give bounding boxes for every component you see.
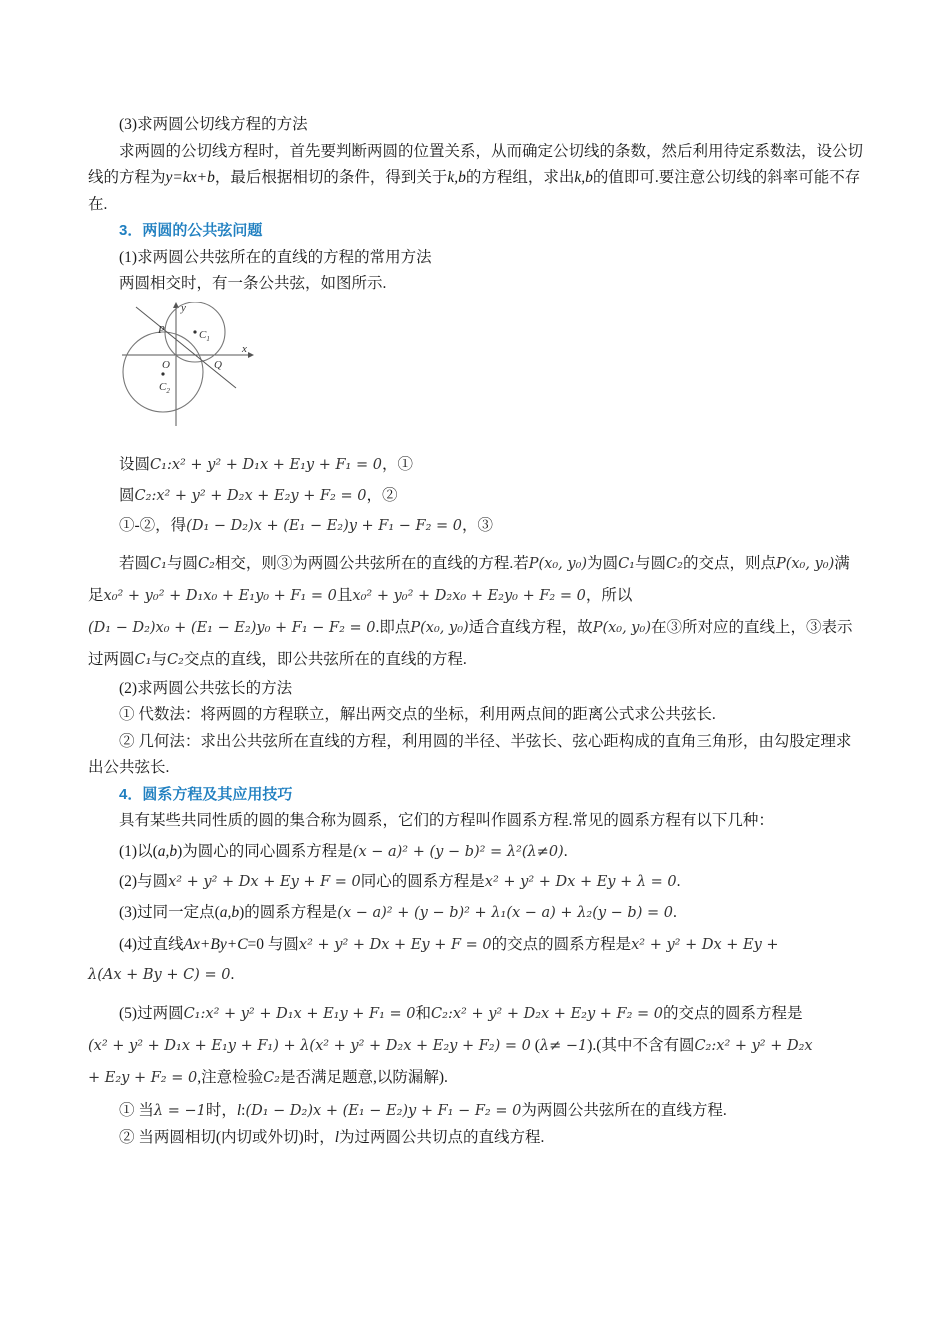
math: :x² + y² + D₁x + E₁y + F₁ = 0 [200, 1006, 416, 1022]
math: x² + y² + Dx + Ey + [631, 937, 779, 953]
math: x² + y² + Dx + Ey + λ = 0 [484, 874, 677, 890]
math: :x² + y² + D₂x [711, 1038, 813, 1054]
center-c1 [193, 330, 196, 333]
text: 且 [336, 586, 353, 604]
math: (D₁ − D₂)x + (E₁ − E₂)y + F₁ − F₂ = 0 [186, 518, 463, 534]
text: 若圆 [119, 554, 151, 572]
chord-length-title: (2)求两圆公共弦长的方法 [119, 679, 293, 697]
x-axis-arrow [248, 352, 254, 358]
text: (1)以( [119, 842, 158, 860]
note-tangent [88, 1125, 863, 1152]
text: 为过两圆公共切点的直线方程. [339, 1128, 545, 1146]
label-p: P [158, 323, 165, 336]
math: C₂ [431, 1006, 448, 1022]
text: 的交点的圆系方程是 [491, 936, 632, 953]
text: 的交点，则点 [682, 554, 776, 572]
math: (D₁ − D₂)x + (E₁ − E₂)y + F₁ − F₂ = 0 [245, 1103, 522, 1119]
text: (4)过直线 [119, 936, 184, 953]
math: :x² + y² + D₂x + E₂y + F₂ = 0 [447, 1006, 663, 1022]
math: λ≠ −1 [539, 1038, 588, 1054]
text: 是否满足题意,以防漏解). [280, 1069, 448, 1086]
text: 为两圆公共弦所在的直线方程. [521, 1102, 727, 1119]
math: (x − a)² + (y − b)² = λ²(λ≠0) [352, 843, 564, 860]
equation-circle-2 [88, 483, 863, 510]
geometric-method: ② 几何法：求出公共弦所在直线的方程，利用圆的半径、半弦长、弦心距构成的直角三角形，由勾股定理求出公共弦长. [88, 732, 852, 776]
text: ( [534, 1037, 540, 1054]
math: :x² + y² + D₂x + E₂y + F₂ = 0 [151, 487, 367, 504]
math: P(x₀, y₀) [592, 619, 651, 636]
math: (D₁ − D₂)x₀ + (E₁ − E₂)y₀ + F₁ − F₂ = 0 [88, 619, 376, 636]
label-c1: $C_1$ [199, 328, 210, 343]
line-expr: Ax+By+C [183, 936, 248, 953]
math: P(x₀, y₀) [775, 555, 835, 572]
math: C₂ [134, 487, 152, 504]
two-circles-figure [118, 302, 258, 437]
text: 与圆 [635, 554, 667, 572]
family-1 [88, 839, 863, 866]
text: .即点 [375, 618, 411, 636]
text: ，最后根据相切的条件，得到关于 [214, 169, 448, 186]
circle-c2 [123, 332, 203, 412]
text: ，① [381, 456, 413, 473]
family-5 [88, 998, 863, 1094]
label-o: O [162, 358, 170, 371]
chord-method-title: (1)求两圆公共弦所在的直线的方程的常用方法 [119, 248, 432, 266]
chord-intro: 两圆相交时，有一条公共弦，如图所示. [119, 275, 387, 292]
text: 圆 [119, 486, 135, 504]
label-x: x [242, 342, 247, 355]
document-page [88, 112, 863, 1151]
text: 设圆 [119, 456, 151, 473]
text: ①-②，得 [119, 517, 187, 534]
var-ab: a,b [219, 903, 240, 921]
text: 交点的直线，即公共弦所在的直线的方程. [183, 650, 467, 668]
text: 同心的圆系方程是 [360, 873, 485, 890]
text: 相交，则③为两圆公共弦所在的直线的方程.若 [214, 554, 529, 572]
math: + E₂y + F₂ = 0 [88, 1070, 198, 1086]
text: ，所以 [585, 586, 633, 604]
heading-circle-family: 4．圆系方程及其应用技巧 [119, 785, 293, 803]
text: 的值即可.要注意公切线的斜率可能不存在. [88, 169, 861, 213]
math: C₂ [694, 1038, 712, 1054]
text: (5)过两圆 [119, 1005, 184, 1022]
math: x² + y² + Dx + Ey + F = 0 [298, 937, 492, 953]
label-y: y [181, 301, 186, 314]
family-4 [88, 930, 863, 990]
text: (3)过同一定点( [119, 903, 220, 921]
math: λ = −1 [153, 1103, 206, 1119]
text: . [563, 842, 568, 860]
text: ② 当两圆相切(内切或外切)时， [119, 1128, 335, 1146]
text: ① 当 [119, 1102, 154, 1119]
math: C₁ [150, 457, 167, 473]
label-q: Q [214, 358, 222, 371]
text: =0 与圆 [247, 936, 299, 953]
text: ，② [366, 486, 398, 504]
heading-common-chord: 3．两圆的公共弦问题 [119, 222, 263, 239]
section-tangent-title: (3)求两圆公切线方程的方法 [119, 116, 308, 133]
math: (x − a)² + (y − b)² + λ₁(x − a) + λ₂(y − b) = 0 [337, 904, 673, 921]
text: ，③ [462, 517, 494, 534]
equation-circle-1 [88, 452, 863, 479]
label-c2: $C_2$ [159, 380, 170, 395]
var-l: l [334, 1128, 340, 1146]
tangent-paragraph [88, 139, 863, 219]
math: λ(Ax + By + C) = 0 [88, 967, 231, 983]
text: ).(其中不含有圆 [587, 1037, 695, 1054]
var-kb: k,b [574, 169, 593, 186]
var-ab: a,b [157, 842, 178, 860]
math: C₂ [666, 555, 683, 572]
text: 和 [415, 1005, 432, 1022]
math: x₀² + y₀² + D₁x₀ + E₁y₀ + F₁ = 0 [103, 587, 337, 604]
text: . [676, 873, 681, 890]
note-lambda [88, 1098, 863, 1125]
math: (x² + y² + D₁x + E₁y + F₁) + λ(x² + y² + D₂x + E₂y + F₂) = 0 [88, 1038, 531, 1054]
math: C₂ [166, 651, 184, 668]
math: C₂ [197, 555, 215, 572]
text: 为圆 [587, 554, 619, 572]
math: C₁ [183, 1006, 201, 1022]
text: )的圆系方程是 [239, 903, 338, 921]
math: :x² + y² + D₁x + E₁y + F₁ = 0 [166, 457, 382, 473]
center-c2 [161, 372, 164, 375]
math: C₁ [618, 555, 635, 572]
math: P(x₀, y₀) [410, 619, 469, 636]
text: 适合直线方程，故 [468, 618, 593, 636]
line-equation: y=kx+b [165, 169, 215, 186]
family-2 [88, 869, 863, 896]
text: : [241, 1102, 246, 1119]
var-kb: k,b [447, 169, 466, 186]
text: 的方程组，求出 [465, 169, 575, 186]
text: )为圆心的同心圆系方程是 [177, 842, 353, 860]
text: 与圆 [166, 554, 198, 572]
text: 满足 [88, 554, 850, 604]
text: ,注意检验 [197, 1069, 264, 1086]
math: C₂ [263, 1070, 280, 1086]
math: x₀² + y₀² + D₂x₀ + E₂y₀ + F₂ = 0 [352, 587, 586, 604]
text: . [672, 903, 677, 921]
text: 与 [151, 650, 167, 668]
equation-difference [88, 513, 863, 540]
common-chord-proof [88, 548, 863, 676]
text: 在③所对应的直线上，③表示过两圆 [88, 618, 853, 668]
math: C₁ [134, 651, 152, 668]
text: 时， [205, 1102, 237, 1119]
algebraic-method: ① 代数法：将两圆的方程联立，解出两交点的坐标，利用两点间的距离公式求公共弦长. [119, 706, 716, 723]
text: 求两圆的公切线方程时，首先要判断两圆的位置关系，从而确定公切线的条数，然后利用待定系数法，设公切线的方程为 [88, 142, 864, 186]
family-3 [88, 900, 863, 927]
text: (2)与圆 [119, 873, 169, 890]
text: 的交点的圆系方程是 [663, 1005, 803, 1022]
math: C₁ [150, 555, 167, 572]
math: P(x₀, y₀) [528, 555, 588, 572]
math: x² + y² + Dx + Ey + F = 0 [168, 874, 361, 890]
circle-family-intro: 具有某些共同性质的圆的集合称为圆系，它们的方程叫作圆系方程.常见的圆系方程有以下几种： [119, 812, 774, 829]
var-l: l [236, 1102, 242, 1119]
text: . [230, 966, 235, 983]
